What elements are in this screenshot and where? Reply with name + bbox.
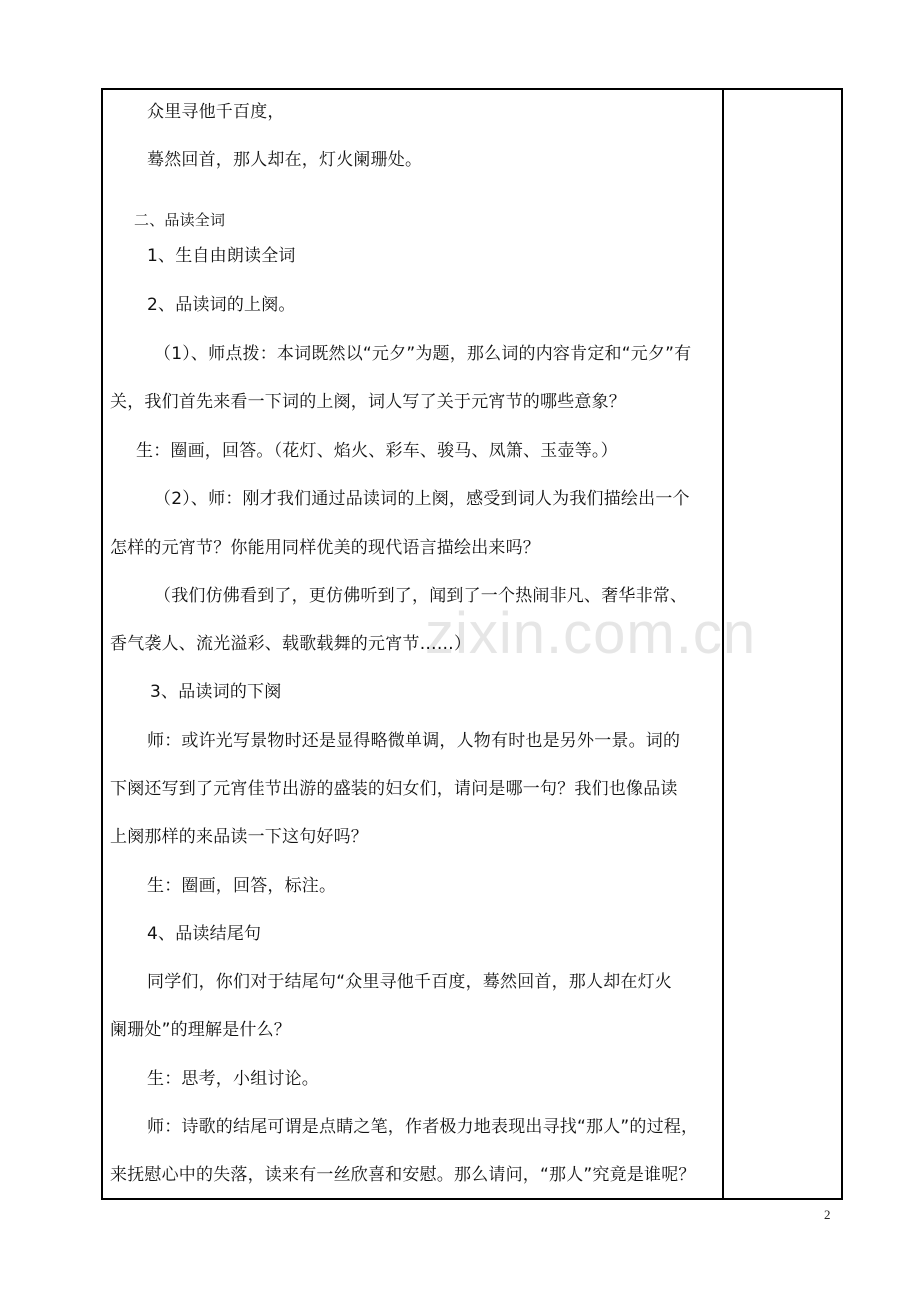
paragraph-line: 师：或许光写景物时还是显得略微单调，人物有时也是另外一景。词的 [147, 731, 681, 751]
paragraph-line: 师：诗歌的结尾可谓是点睛之笔，作者极力地表现出寻找“那人”的过程， [147, 1117, 699, 1137]
poem-line: 众里寻他千百度， [147, 102, 285, 122]
paragraph-line: 上阕那样的来品读一下这句好吗？ [110, 827, 368, 847]
paragraph-line: 下阕还写到了元宵佳节出游的盛装的妇女们，请问是哪一句？我们也像品读 [110, 779, 678, 799]
paragraph-line: 来抚慰心中的失落，读来有一丝欣喜和安慰。那么请问，“那人”究竟是谁呢？ [110, 1165, 696, 1185]
step-heading: 2、品读词的上阕。 [147, 295, 296, 315]
poem-line: 蓦然回首，那人却在，灯火阑珊处。 [147, 150, 423, 170]
page-number: 2 [824, 1207, 831, 1222]
paragraph-line: 香气袭人、流光溢彩、载歌载舞的元宵节……） [110, 634, 472, 654]
paragraph-line: 生：圈画，回答，标注。 [147, 876, 337, 896]
step-heading: 1、生自由朗读全词 [147, 246, 296, 266]
paragraph-line: 阑珊处”的理解是什么？ [110, 1020, 292, 1040]
paragraph-line: （1）、师点拨：本词既然以“元夕”为题，那么词的内容肯定和“元夕”有 [154, 344, 692, 364]
watermark: zixin.com.cn [425, 601, 757, 666]
paragraph-line: 关，我们首先来看一下词的上阕，词人写了关于元宵节的哪些意象？ [110, 392, 626, 412]
paragraph-line: 生：思考，小组讨论。 [147, 1069, 319, 1089]
paragraph-line: （我们仿佛看到了，更仿佛听到了，闻到了一个热闹非凡、奢华非常、 [154, 586, 688, 606]
step-heading: 4、品读结尾句 [147, 924, 262, 944]
step-heading: 3、品读词的下阕 [150, 682, 282, 702]
paragraph-line: 同学们，你们对于结尾句“众里寻他千百度，蓦然回首，那人却在灯火 [147, 972, 673, 992]
paragraph-line: 生：圈画，回答。（花灯、焰火、彩车、骏马、凤箫、玉壶等。） [136, 441, 618, 461]
section-heading: 二、品读全词 [134, 211, 226, 229]
paragraph-line: 怎样的元宵节？你能用同样优美的现代语言描绘出来吗？ [110, 538, 540, 558]
paragraph-line: （2）、师：刚才我们通过品读词的上阕，感受到词人为我们描绘出一个 [154, 489, 690, 509]
